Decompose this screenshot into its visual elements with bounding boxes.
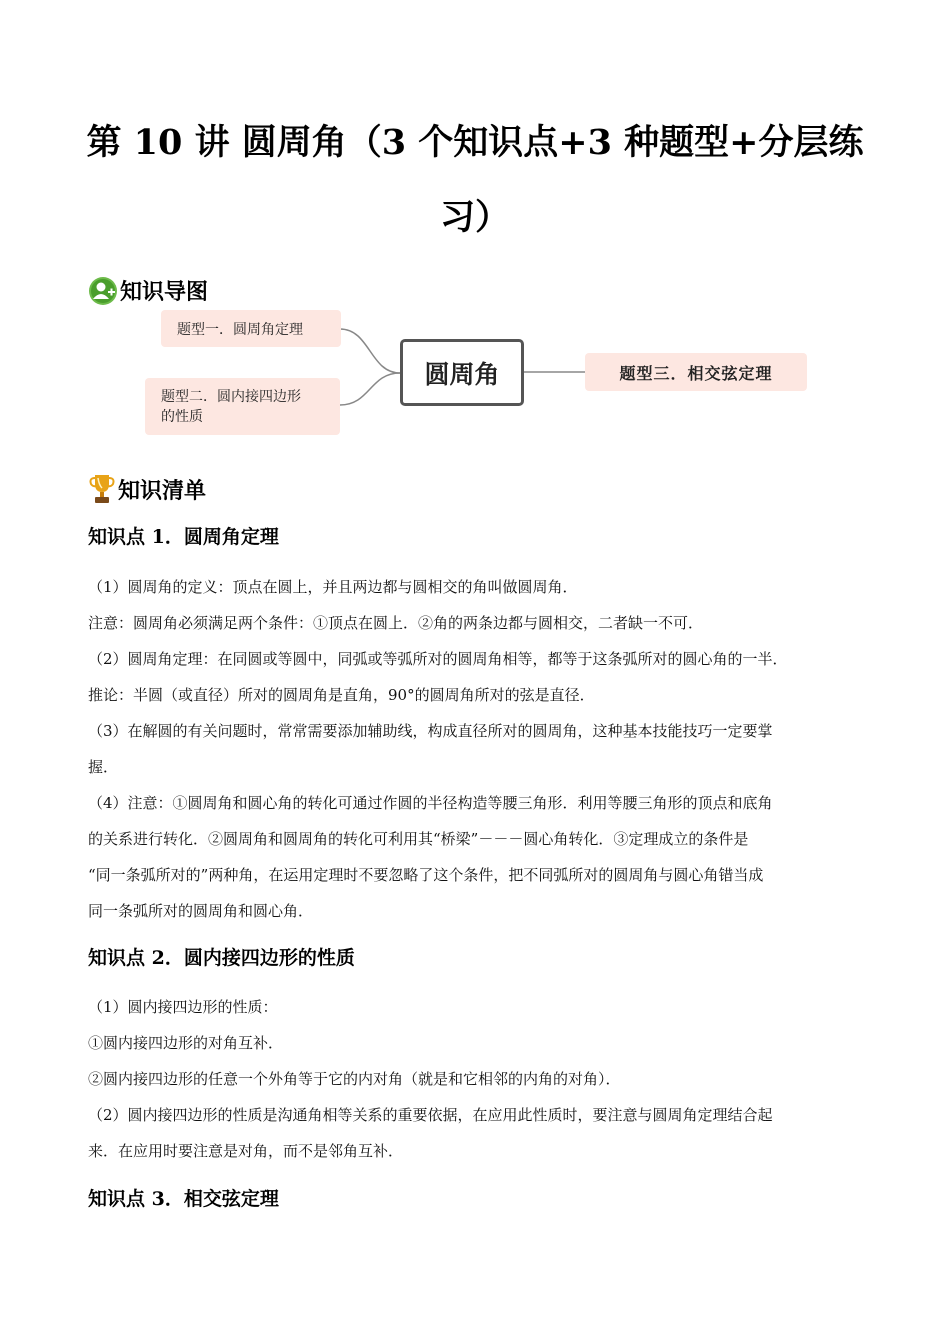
kp1-line: （4）注意：①圆周角和圆心角的转化可通过作圆的半径构造等腰三角形．利用等腰三角形的顶点和底角: [88, 794, 773, 812]
page-title-line1: 第 10 讲 圆周角（3 个知识点+3 种题型+分层练: [86, 122, 864, 163]
user-add-icon: [88, 276, 118, 306]
knowledge-point-2-title: 知识点 2．圆内接四边形的性质: [88, 947, 355, 969]
kp1-line: （2）圆周角定理：在同圆或等圆中，同弧或等弧所对的圆周角相等，都等于这条弧所对的圆心角的一半．: [88, 650, 788, 668]
mindmap-branch-2: 题型二．圆内接四边形 的性质: [145, 378, 340, 435]
kp2-line: ②圆内接四边形的任意一个外角等于它的内对角（就是和它相邻的内角的对角）．: [88, 1070, 621, 1088]
knowledge-point-1-body: [88, 569, 866, 929]
knowledge-point-2-body: [88, 989, 866, 1169]
kp1-line: （3）在解圆的有关问题时，常常需要添加辅助线，构成直径所对的圆周角，这种基本技能技巧一定要掌: [88, 722, 773, 740]
kp1-line: “同一条弧所对的”两种角，在运用定理时不要忽略了这个条件，把不同弧所对的圆周角与圆心角错当成: [88, 866, 764, 884]
kp1-line: 注意：圆周角必须满足两个条件：①顶点在圆上．②角的两条边都与圆相交，二者缺一不可．: [88, 614, 704, 632]
kp1-line: 握．: [88, 758, 119, 776]
kp2-line: ①圆内接四边形的对角互补．: [88, 1034, 284, 1052]
mindmap-branch-3: 题型三．相交弦定理: [585, 353, 807, 391]
mindmap-branch-1: 题型一．圆周角定理: [161, 310, 341, 347]
kp1-line: 的关系进行转化．②圆周角和圆周角的转化可利用其“桥梁”－－－圆心角转化．③定理成立的条件是: [88, 830, 749, 848]
mindmap-center-node: 圆周角: [400, 339, 524, 406]
knowledge-point-3-title: 知识点 3．相交弦定理: [88, 1188, 279, 1210]
kp2-line: （1）圆内接四边形的性质：: [88, 998, 278, 1016]
kp1-line: 推论：半圆（或直径）所对的圆周角是直角，90°的圆周角所对的弦是直径．: [88, 686, 595, 704]
mindmap-heading-label: 知识导图: [120, 280, 209, 305]
kp1-line: 同一条弧所对的圆周角和圆心角．: [88, 902, 314, 920]
mindmap-section-heading: [88, 266, 208, 306]
knowledge-list-heading-label: 知识清单: [118, 479, 207, 504]
knowledge-point-1-title: 知识点 1．圆周角定理: [88, 526, 279, 548]
trophy-icon: [88, 471, 116, 505]
kp2-line: 来．在应用时要注意是对角，而不是邻角互补．: [88, 1142, 404, 1160]
page-title-line2: 习）: [439, 197, 510, 238]
kp1-line: （1）圆周角的定义：顶点在圆上，并且两边都与圆相交的角叫做圆周角．: [88, 578, 578, 596]
knowledge-list-heading: [88, 465, 206, 505]
mind-map: [140, 305, 820, 445]
kp2-line: （2）圆内接四边形的性质是沟通角相等关系的重要依据，在应用此性质时，要注意与圆周角定理结合起: [88, 1106, 773, 1124]
